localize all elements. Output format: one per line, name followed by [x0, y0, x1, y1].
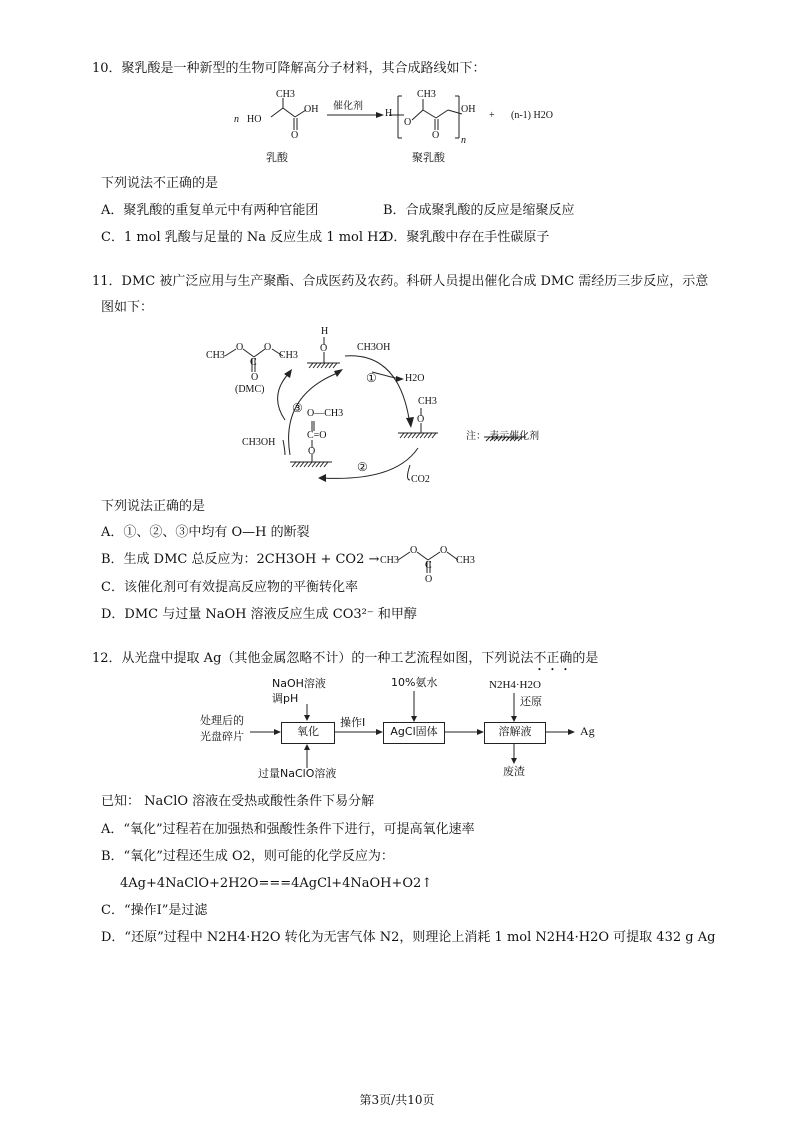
q12-op1: 操作I: [340, 716, 366, 729]
q12-reduce: 还原: [520, 695, 542, 708]
q10-o-right: O: [432, 130, 440, 141]
q11-stem-line2: 图如下：: [101, 300, 154, 315]
q11-option-a: A．①、②、③中均有 O—H 的断裂: [101, 525, 310, 540]
q12-known: 已知： NaClO 溶液在受热或酸性条件下易分解: [101, 794, 375, 809]
q10-n-prefix: n: [234, 114, 239, 125]
q11-o-top: O: [320, 343, 328, 354]
q11-prompt: 下列说法正确的是: [101, 499, 206, 514]
q12-box-agcl: AgCl固体: [383, 722, 445, 744]
q12-naoh-1: NaOH溶液: [272, 677, 326, 690]
q12-naoh-2: 调pH: [272, 692, 299, 705]
q11-ch3oh-left: CH3OH: [242, 437, 276, 448]
q12-option-b: B．“氧化”过程还生成 O2，则可能的化学反应为：: [101, 849, 394, 864]
q11-ester-c: C=O: [307, 430, 327, 441]
q11-h-top: H: [321, 326, 329, 337]
q10-catalyst: 催化剂: [333, 101, 363, 112]
q11-option-d: D．DMC 与过量 NaOH 溶液反应生成 CO3²⁻ 和甲醇: [101, 607, 417, 622]
q11-option-c: C．该催化剂可有效提高反应物的平衡转化率: [101, 580, 358, 595]
q10-o-left: O: [291, 130, 299, 141]
q12-stem-suffix: 的是: [572, 651, 599, 666]
q11-b-o-bottom: O: [425, 574, 433, 585]
q11-stem-line1: 11．DMC 被广泛应用与生产聚酯、合成医药及农药。科研人员提出催化合成 DMC 需经历三步反应，示意: [92, 274, 709, 289]
q11-dmc-c: C: [250, 357, 257, 368]
q11-ester-o: O: [308, 446, 316, 457]
q10-label-pla: 聚乳酸: [412, 151, 445, 164]
q12-option-d: D．“还原”过程中 N2H4·H2O 转化为无害气体 N2，则理论上消耗 1 mol N2H4·H2O 可提取 432 g Ag: [101, 930, 716, 945]
q12-product: Ag: [580, 724, 595, 738]
q10-option-a: A．聚乳酸的重复单元中有两种官能团: [101, 203, 319, 218]
q12-option-a: A．“氧化”过程若在加强热和强酸性条件下进行，可提高氧化速率: [101, 822, 475, 837]
q11-co2: CO2: [411, 474, 430, 485]
q11-och3-ch3: CH3: [418, 396, 437, 407]
q11-dmc-o-bottom: O: [251, 372, 259, 383]
q11-step3: ③: [292, 401, 303, 415]
q10-prompt: 下列说法不正确的是: [101, 176, 219, 191]
q10-stem: 10．聚乳酸是一种新型的生物可降解高分子材料，其合成路线如下：: [92, 61, 486, 76]
q10-option-d: D．聚乳酸中存在手性碳原子: [383, 230, 550, 245]
q10-ch3-left: CH3: [276, 89, 295, 100]
q10-ch3-right: CH3: [417, 89, 436, 100]
q10-oh-left: OH: [304, 104, 319, 115]
q10-water: (n-1) H2O: [511, 110, 553, 121]
page-footer: 第3页/共10页: [359, 1093, 435, 1107]
q10-plus: +: [489, 110, 495, 121]
q11-dmc-ch3-right: CH3: [279, 350, 298, 361]
q12-box-solution: 溶解液: [484, 722, 546, 744]
q11-ch3oh-top: CH3OH: [357, 342, 391, 353]
q10-n-sub: n: [461, 135, 466, 146]
q11-ester-o-ch3: O—CH3: [307, 408, 344, 419]
q12-stem-emphasis: 不正确: [533, 651, 573, 666]
q11-step1: ①: [366, 371, 377, 385]
q12-box-oxidize: 氧化: [281, 722, 335, 744]
q11-dmc-o2: O: [264, 342, 272, 353]
q11-b-o2: O: [440, 545, 448, 556]
q10-o-chain: O: [404, 117, 412, 128]
q12-option-b-equation: 4Ag+4NaClO+2H2O===4AgCl+4NaOH+O2↑: [120, 876, 433, 891]
q11-note: 注： 表示催化剂: [466, 431, 540, 442]
q11-b-ch3-right: CH3: [456, 555, 475, 566]
q11-dmc-label: (DMC): [235, 384, 265, 395]
q12-stem-prefix: 12．从光盘中提取 Ag（其他金属忽略不计）的一种工艺流程如图，下列说法: [92, 651, 534, 666]
q10-h: H: [385, 108, 393, 119]
q11-b-c: C: [425, 560, 432, 571]
q12-input-label-1: 处理后的: [200, 714, 244, 727]
q11-dmc-ch3-left: CH3: [206, 350, 225, 361]
q10-option-c: C．1 mol 乳酸与足量的 Na 反应生成 1 mol H2: [101, 230, 387, 245]
q10-label-lactic: 乳酸: [266, 151, 288, 164]
q11-och3-o: O: [417, 414, 425, 425]
q10-oh-right: OH: [461, 104, 476, 115]
q11-b-ch3-left: CH3: [380, 555, 399, 566]
q12-input-label-2: 光盘碎片: [200, 730, 244, 743]
q10-ho: HO: [247, 114, 262, 125]
q11-option-b: B．生成 DMC 总反应为：2CH3OH + CO2 →: [101, 552, 380, 567]
q11-step2: ②: [357, 460, 368, 474]
q10-option-b: B．合成聚乳酸的反应是缩聚反应: [383, 203, 575, 218]
q12-option-c: C．“操作I”是过滤: [101, 903, 208, 918]
q12-bottom-reagent: 过量NaClO溶液: [258, 767, 337, 780]
q12-waste: 废渣: [503, 765, 525, 778]
q12-hydrazine: N2H4·H2O: [489, 679, 541, 691]
q11-b-o1: O: [410, 545, 418, 556]
q11-h2o: H2O: [405, 373, 425, 384]
q12-ammonia: 10%氨水: [391, 676, 438, 689]
q11-dmc-o1: O: [236, 342, 244, 353]
